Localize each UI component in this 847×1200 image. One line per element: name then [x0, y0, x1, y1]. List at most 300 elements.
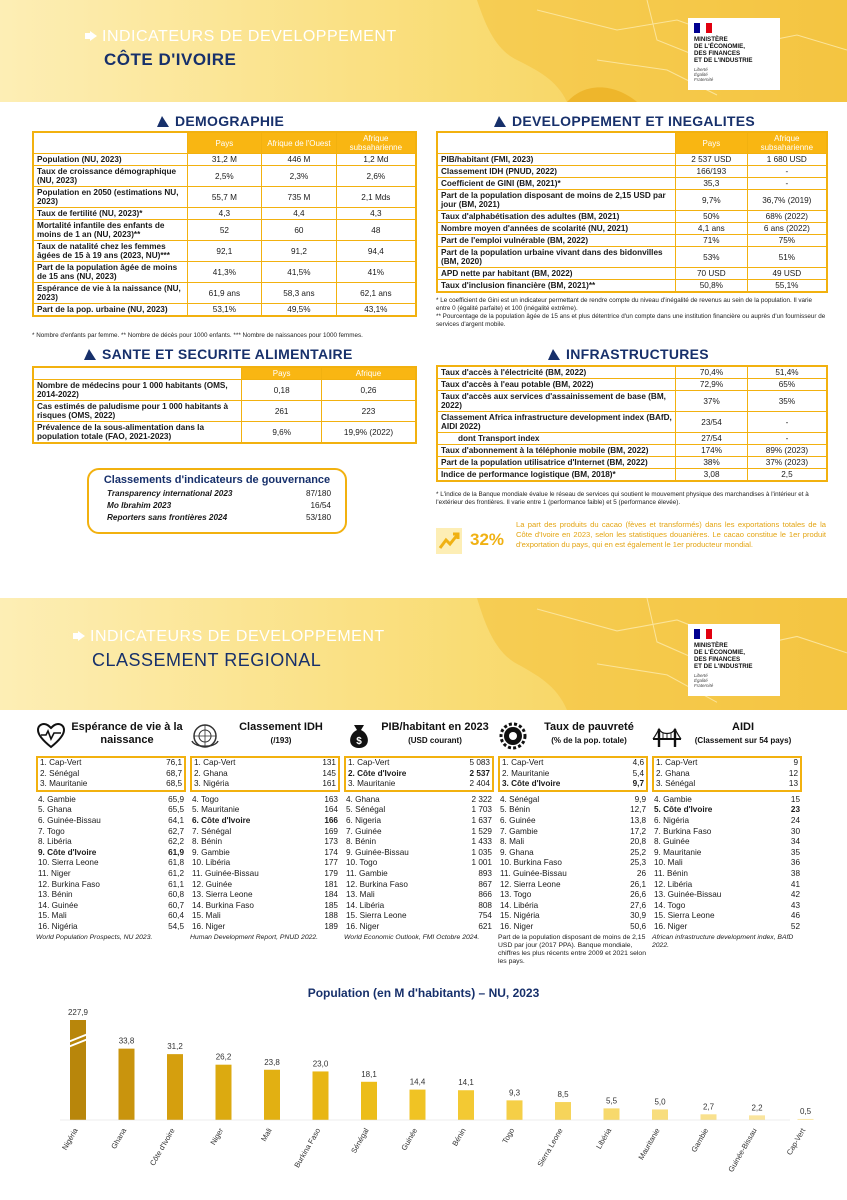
ministry-name: MINISTÈRE DE L'ÉCONOMIE, DES FINANCES ET DE L'INDUSTRIE [694, 36, 753, 64]
ranking-value: 189 [324, 921, 338, 931]
ranking-country: 3. Nigéria [194, 779, 230, 789]
ranking-country: 15. Mali [38, 911, 67, 921]
row-label: Part de la population âgée de moins de 15 ans (NU, 2023) [33, 262, 187, 283]
gouvernance-value: 16/54 [310, 501, 331, 510]
table-row [33, 262, 416, 283]
ranking-source: World Economic Outlook, FMI Octobre 2024. [344, 933, 480, 941]
row-value: 36,7% (2019) [747, 190, 827, 211]
table-row [33, 401, 416, 422]
ranking-country: 7. Togo [38, 826, 65, 836]
ranking-country: 12. Burkina Faso [38, 879, 100, 889]
ranking-country: 11. Guinée-Bissau [500, 868, 567, 878]
chart-value-label: 33,8 [118, 1036, 135, 1046]
chart-category-label: Guinée-Bissau [726, 1126, 759, 1174]
section-title-sante [84, 346, 353, 362]
ranking-country: 8. Libéria [38, 837, 72, 847]
ranking-country: 1. Cap-Vert [194, 758, 236, 767]
ranking-country: 6. Nigéria [654, 815, 690, 825]
row-value: 75% [747, 235, 827, 247]
chart-category-label: Niger [208, 1126, 226, 1147]
ranking-country: 16. Niger [654, 921, 688, 931]
gouvernance-row [103, 500, 331, 512]
ranking-value: 36 [790, 858, 800, 868]
ranking-value: 166 [324, 815, 338, 825]
table-row [437, 223, 827, 235]
row-label: Taux d'accès à l'eau potable (BM, 2022) [437, 379, 676, 391]
chart-category-label: Côte d'Ivoire [148, 1126, 177, 1168]
ranking-row [346, 758, 492, 769]
ranking-top3 [652, 756, 802, 792]
table-row [33, 166, 416, 187]
ranking-row [652, 805, 802, 816]
gouvernance-value: 53/180 [305, 513, 331, 522]
ranking-country: 13. Guinée-Bissau [654, 890, 722, 900]
ranking-value: 1 703 [471, 805, 492, 815]
section-title-text: DEMOGRAPHIE [175, 113, 285, 129]
ranking-row [344, 805, 494, 816]
row-value: 89% (2023) [747, 445, 827, 457]
ranking-row [498, 827, 648, 838]
ranking-value: 43 [790, 900, 800, 910]
ranking-country: 9. Guinée-Bissau [346, 847, 409, 857]
ranking-row [190, 869, 340, 880]
ranking-value: 867 [478, 879, 492, 889]
row-label: Part de l'emploi vulnérable (BM, 2022) [437, 235, 676, 247]
ranking-subtitle: (/193) [270, 736, 292, 745]
column-header: Pays [187, 132, 262, 154]
ranking-header [498, 720, 648, 756]
ranking-country: 10. Burkina Faso [500, 858, 562, 868]
chart-value-label: 2,7 [702, 1102, 715, 1112]
ranking-top3 [498, 756, 648, 792]
ranking-row [36, 816, 186, 827]
ranking-row [36, 858, 186, 869]
chart-bar [167, 1054, 183, 1120]
ranking-column [344, 720, 494, 942]
ranking-country: 1. Cap-Vert [656, 758, 698, 767]
table-row [33, 283, 416, 304]
chart-value-label: 23,8 [264, 1057, 280, 1067]
section-marker-icon [157, 116, 169, 127]
chart-category-label: Guinée [399, 1126, 420, 1152]
ranking-row [190, 795, 340, 806]
ranking-value: 161 [322, 779, 336, 789]
trend-up-icon [436, 528, 462, 554]
ranking-value: 754 [478, 911, 492, 921]
section-title-demographie [157, 113, 284, 129]
row-value: 49,5% [262, 304, 337, 317]
chart-bar [458, 1090, 474, 1120]
row-value: 50,8% [676, 280, 748, 293]
ranking-country: 1. Cap-Vert [502, 758, 544, 767]
ranking-value: 64,1 [168, 815, 184, 825]
gouvernance-row [103, 512, 331, 524]
ranking-value: 68,5 [166, 779, 182, 789]
ranking-value: 866 [478, 890, 492, 900]
column-header: Afrique subsaharienne [747, 132, 827, 154]
ranking-row [500, 758, 646, 769]
ranking-row [346, 769, 492, 780]
ranking-value: 42 [790, 890, 800, 900]
ranking-value: 61,8 [168, 858, 184, 868]
ranking-title-text: Taux de pauvreté [544, 721, 634, 733]
ranking-row [190, 922, 340, 933]
row-value: - [747, 178, 827, 190]
chart-value-label: 0,5 [799, 1106, 812, 1116]
ranking-row [36, 880, 186, 891]
row-value: 60 [262, 220, 337, 241]
ranking-value: 27,6 [630, 900, 646, 910]
chart-value-label: 14,4 [409, 1077, 426, 1087]
ranking-row [498, 805, 648, 816]
ranking-row [344, 880, 494, 891]
row-value: 31,2 M [187, 154, 262, 166]
table-row [437, 366, 827, 379]
row-label: APD nette par habitant (BM, 2022) [437, 268, 676, 280]
developpement-table [436, 131, 828, 293]
ranking-row [36, 805, 186, 816]
ranking-row [344, 827, 494, 838]
chart-bar [652, 1109, 668, 1120]
ranking-row [498, 869, 648, 880]
ranking-row [344, 890, 494, 901]
row-label: Nombre de médecins pour 1 000 habitants (OMS, 2014-2022) [33, 380, 242, 401]
ranking-value: 15 [790, 794, 800, 804]
row-value: 174% [676, 445, 748, 457]
ranking-header [344, 720, 494, 756]
ranking-country: 4. Togo [192, 794, 219, 804]
ranking-country: 15. Sierra Leone [346, 911, 407, 921]
ranking-country: 8. Bénin [346, 837, 377, 847]
ranking-value: 24 [790, 815, 800, 825]
row-label: Nombre moyen d'années de scolarité (NU, 2021) [437, 223, 676, 235]
ranking-column [652, 720, 802, 950]
column-header: Afrique subsaharienne [336, 132, 416, 154]
developpement-note: * Le coefficient de Gini est un indicateur permettant de rendre compte du niveau d'inégalité de revenus au sein de la population. Il varie entre 0 (égalité parfaite) et 100 (inégalité extrême). ** Pourcentage de la population âgée de 15 ans et plus détentrice d'un compte dans une institution financière ou auprès d'un fournisseur de services d'argent mobile. [436, 297, 826, 328]
row-value: 41,3% [187, 262, 262, 283]
ranking-row [36, 922, 186, 933]
ranking-list [36, 756, 186, 942]
row-label: Taux d'inclusion financière (BM, 2021)** [437, 280, 676, 293]
ranking-row [190, 816, 340, 827]
chart-bar [604, 1108, 620, 1120]
ranking-country: 9. Ghana [500, 847, 534, 857]
ranking-country: 14. Togo [654, 900, 686, 910]
ranking-row [652, 795, 802, 806]
ranking-country: 14. Libéria [346, 900, 385, 910]
row-value: 65% [747, 379, 827, 391]
row-value: 1 680 USD [747, 154, 827, 166]
row-value: 91,2 [262, 241, 337, 262]
sante-table [32, 366, 417, 444]
ranking-value: 60,7 [168, 900, 184, 910]
ministry-motto: Liberté Égalité Fraternité [694, 673, 714, 688]
ranking-value: 35 [790, 847, 800, 857]
ranking-row [498, 858, 648, 869]
row-value: 72,9% [676, 379, 748, 391]
ranking-country: 5. Sénégal [346, 805, 386, 815]
chart-category-label: Nigéria [60, 1126, 80, 1152]
ranking-value: 41 [790, 879, 800, 889]
header-kicker: INDICATEURS DE DEVELOPPEMENT [102, 28, 397, 45]
un-emblem-icon [190, 721, 220, 751]
section-marker-icon [494, 116, 506, 127]
row-label: Taux de fertilité (NU, 2023)* [33, 208, 187, 220]
ranking-row [652, 922, 802, 933]
chart-category-label: Ghana [109, 1126, 129, 1151]
table-row [33, 187, 416, 208]
ranking-value: 52 [790, 921, 800, 931]
row-value: 92,1 [187, 241, 262, 262]
ranking-country: 12. Burkina Faso [346, 879, 408, 889]
table-row [33, 304, 416, 317]
ranking-country: 3. Côte d'Ivoire [502, 779, 561, 789]
row-value: 70 USD [676, 268, 748, 280]
row-label: Taux d'accès aux services d'assainissement de base (BM, 2022) [437, 391, 676, 412]
chart-bar [216, 1065, 232, 1120]
ranking-list [190, 756, 340, 942]
money-bag-icon [344, 721, 374, 751]
row-label: Taux d'accès à l'électricité (BM, 2022) [437, 366, 676, 379]
row-value: 62,1 ans [336, 283, 416, 304]
demographie-note: * Nombre d'enfants par femme. ** Nombre de décès pour 1000 enfants. *** Nombre de naissances pour 1000 femmes. [32, 332, 363, 339]
chart-category-label: Mali [259, 1126, 274, 1143]
demographie-table [32, 131, 417, 317]
ranking-row [192, 779, 338, 790]
row-value: 0,18 [242, 380, 322, 401]
ranking-value: 164 [324, 805, 338, 815]
ranking-value: 1 529 [471, 826, 492, 836]
ranking-country: 10. Sierra Leone [38, 858, 99, 868]
ranking-value: 169 [324, 826, 338, 836]
ranking-country: 2. Ghana [656, 768, 690, 778]
ranking-title [222, 721, 340, 747]
chart-bar [410, 1090, 426, 1120]
ranking-value: 61,1 [168, 879, 184, 889]
row-value: 2 537 USD [676, 154, 748, 166]
ranking-row [192, 769, 338, 780]
chart-category-label: Mauritanie [636, 1126, 662, 1162]
row-value: 27/54 [676, 433, 748, 445]
gouvernance-label: Mo Ibrahim 2023 [107, 501, 172, 510]
row-value: 71% [676, 235, 748, 247]
ranking-row [344, 911, 494, 922]
ranking-value: 179 [324, 868, 338, 878]
ranking-value: 65,9 [168, 794, 184, 804]
ranking-country: 8. Mali [500, 837, 525, 847]
row-value: 52 [187, 220, 262, 241]
ranking-row [498, 848, 648, 859]
ranking-country: 16. Niger [192, 921, 226, 931]
ranking-list [652, 756, 802, 950]
ranking-top3 [190, 756, 340, 792]
ranking-value: 61,2 [168, 868, 184, 878]
table-row [437, 469, 827, 482]
row-label: Part de la population disposant de moins de 2,15 USD par jour (BM, 2021) [437, 190, 676, 211]
ranking-value: 1 035 [471, 847, 492, 857]
ranking-row [36, 827, 186, 838]
row-value: 4,3 [187, 208, 262, 220]
ranking-value: 173 [324, 837, 338, 847]
section-marker-icon [548, 349, 560, 360]
ranking-list [344, 756, 494, 942]
row-value: 94,4 [336, 241, 416, 262]
table-row [437, 445, 827, 457]
row-label: Coefficient de GINI (BM, 2021)* [437, 178, 676, 190]
row-value: 41,5% [262, 262, 337, 283]
row-label: Taux de natalité chez les femmes âgées de 15 à 19 ans (2023, NU)*** [33, 241, 187, 262]
ranking-value: 12 [788, 768, 798, 778]
ranking-header [36, 720, 186, 756]
ranking-country: 5. Ghana [38, 805, 72, 815]
row-label: Part de la population urbaine vivant dans des bidonvilles (BM, 2020) [437, 247, 676, 268]
ranking-row [38, 769, 184, 780]
ranking-row [498, 922, 648, 933]
row-value: 223 [321, 401, 416, 422]
ranking-value: 46 [790, 911, 800, 921]
row-value: 43,1% [336, 304, 416, 317]
ranking-country: 12. Guinée [192, 879, 233, 889]
ranking-country: 16. Niger [500, 921, 534, 931]
row-label: Taux d'alphabétisation des adultes (BM, 2021) [437, 211, 676, 223]
ranking-value: 1 637 [471, 815, 492, 825]
ranking-country: 1. Cap-Vert [40, 758, 82, 767]
ranking-row [36, 869, 186, 880]
ranking-title-text: Classement IDH [239, 721, 323, 733]
row-label: Population (NU, 2023) [33, 154, 187, 166]
ranking-row [498, 890, 648, 901]
row-value: 37% (2023) [747, 457, 827, 469]
chart-value-label: 9,3 [508, 1088, 521, 1098]
ranking-row [652, 869, 802, 880]
ranking-row [190, 911, 340, 922]
row-value: 70,4% [676, 366, 748, 379]
cocoa-highlight [436, 520, 828, 566]
ranking-value: 174 [324, 847, 338, 857]
chart-category-label: Burkina Faso [292, 1126, 323, 1170]
ranking-value: 1 433 [471, 837, 492, 847]
ranking-row [36, 911, 186, 922]
row-label: Prévalence de la sous-alimentation dans la population totale (FAO, 2021-2023) [33, 422, 242, 444]
ranking-value: 184 [324, 890, 338, 900]
ranking-value: 2 404 [469, 779, 490, 789]
ranking-country: 7. Sénégal [192, 826, 232, 836]
row-value: - [747, 166, 827, 178]
ranking-country: 10. Togo [346, 858, 378, 868]
ranking-row [500, 769, 646, 780]
row-label: Indice de performance logistique (BM, 2018)* [437, 469, 676, 482]
africa-map-decoration [417, 598, 847, 710]
cocoa-percent: 32% [470, 530, 505, 549]
ranking-row [652, 848, 802, 859]
chart-category-label: Cap-Vert [784, 1126, 808, 1157]
table-row [437, 235, 827, 247]
section-title-infrastructures [548, 346, 709, 362]
ranking-value: 26,1 [630, 879, 646, 889]
ranking-country: 13. Togo [500, 890, 532, 900]
chart-bar [749, 1115, 765, 1120]
ranking-column [36, 720, 186, 942]
arrow-icon [72, 631, 86, 641]
ranking-row [498, 880, 648, 891]
table-row [437, 154, 827, 166]
chart-title: Population (en M d'habitants) – NU, 2023 [307, 986, 540, 1000]
row-value: 9,6% [242, 422, 322, 444]
header-classement-regional [0, 598, 847, 710]
row-value: 49 USD [747, 268, 827, 280]
ranking-title [68, 721, 186, 747]
ranking-value: 23 [790, 805, 800, 815]
ranking-title [684, 721, 802, 747]
ranking-row [36, 901, 186, 912]
ranking-value: 621 [478, 921, 492, 931]
ranking-column [498, 720, 648, 966]
ministry-motto: Liberté Égalité Fraternité [694, 67, 714, 82]
ranking-value: 60,4 [168, 911, 184, 921]
ranking-row [652, 827, 802, 838]
chart-bar [119, 1049, 135, 1120]
row-label: Population en 2050 (estimations NU, 2023) [33, 187, 187, 208]
ranking-row [652, 911, 802, 922]
row-label: dont Transport index [437, 433, 676, 445]
table-row [437, 190, 827, 211]
row-value: 2,1 Mds [336, 187, 416, 208]
section-title-text: DEVELOPPEMENT ET INEGALITES [512, 113, 756, 129]
ranking-country: 15. Sierra Leone [654, 911, 715, 921]
ranking-country: 11. Gambie [346, 868, 388, 878]
ranking-row [654, 769, 800, 780]
chart-category-label: Bénin [450, 1126, 468, 1148]
ranking-value: 13 [788, 779, 798, 789]
ranking-value: 65,5 [168, 805, 184, 815]
row-value: 1,2 Md [336, 154, 416, 166]
ranking-country: 6. Guinée [500, 815, 536, 825]
table-row [437, 280, 827, 293]
ranking-row [190, 858, 340, 869]
ranking-row [190, 827, 340, 838]
row-value: 53,1% [187, 304, 262, 317]
row-value: 50% [676, 211, 748, 223]
ranking-value: 9,9 [634, 794, 646, 804]
ranking-value: 13,8 [630, 815, 646, 825]
row-value: 166/193 [676, 166, 748, 178]
row-value: 35,3 [676, 178, 748, 190]
table-row [437, 166, 827, 178]
gouvernance-label: Transparency international 2023 [107, 489, 233, 498]
cocoa-text: La part des produits du cacao (fèves et transformés) dans les exportations totales de la Côte d'Ivoire en 2023, selon les statistiques douanières. Le cacao constitue le 1er produit d'exportation du pays, qui en est également le 1er producteur mondial. [516, 520, 826, 549]
ranking-row [652, 901, 802, 912]
column-header: Afrique de l'Ouest [262, 132, 337, 154]
ranking-value: 61,9 [168, 847, 184, 857]
row-value: 2,6% [336, 166, 416, 187]
ranking-row [192, 758, 338, 769]
ranking-country: 15. Mali [192, 911, 221, 921]
ranking-value: 131 [322, 758, 336, 767]
ranking-country: 14. Guinée [38, 900, 79, 910]
ranking-row [500, 779, 646, 790]
ranking-value: 9 [793, 758, 798, 767]
ranking-value: 2 322 [471, 794, 492, 804]
ranking-row [346, 779, 492, 790]
page-title: CLASSEMENT REGIONAL [92, 650, 322, 670]
row-value: - [747, 412, 827, 433]
svg-text:$: $ [356, 736, 362, 747]
table-row [437, 379, 827, 391]
table-row [437, 457, 827, 469]
row-value: 51,4% [747, 366, 827, 379]
table-row [437, 178, 827, 190]
ranking-country: 16. Nigéria [38, 921, 78, 931]
